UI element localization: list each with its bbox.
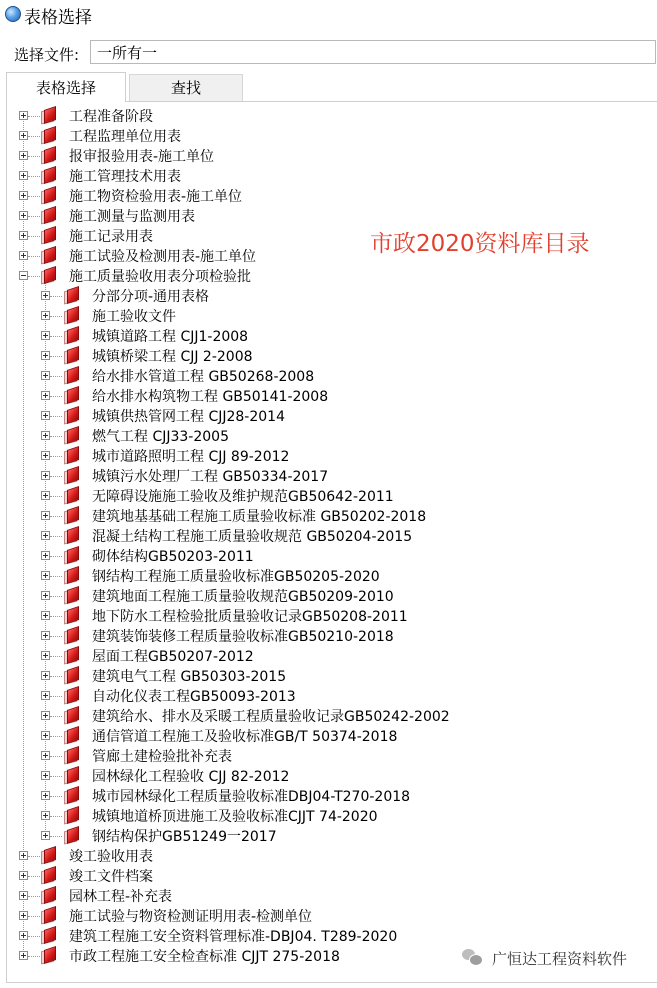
tree-node-label[interactable]: 城镇地道桥顶进施工及验收标准CJJT 74-2020 — [92, 809, 378, 825]
expand-icon[interactable] — [41, 391, 50, 400]
tree-node[interactable] — [7, 647, 647, 667]
tree-node[interactable] — [7, 487, 647, 507]
book-icon — [40, 248, 57, 264]
tree-node[interactable] — [7, 107, 647, 127]
tree-node-label[interactable]: 施工管理技术用表 — [69, 169, 181, 185]
tree-node-label[interactable]: 建筑工程施工安全资料管理标准-DBJ04. T289-2020 — [69, 929, 398, 945]
tree-connector — [50, 716, 62, 717]
tree-connector — [50, 536, 62, 537]
tree-node[interactable] — [7, 287, 647, 307]
overlay-caption: 市政2020资料库目录 — [370, 231, 590, 257]
tree-connector — [50, 456, 62, 457]
tree-node[interactable] — [7, 767, 647, 787]
tree-node-label[interactable]: 园林绿化工程验收 CJJ 82-2012 — [92, 769, 290, 785]
book-icon — [63, 608, 80, 624]
expand-icon[interactable] — [19, 151, 28, 160]
book-icon — [40, 948, 57, 964]
expand-icon[interactable] — [41, 371, 50, 380]
file-select-input[interactable] — [90, 40, 656, 64]
expand-icon[interactable] — [19, 111, 28, 120]
tree-node[interactable] — [7, 387, 647, 407]
expand-icon[interactable] — [41, 671, 50, 680]
book-icon — [63, 368, 80, 384]
tree-node-label[interactable]: 园林工程-补充表 — [69, 889, 173, 905]
tree-node[interactable] — [7, 787, 647, 807]
expand-icon[interactable] — [19, 191, 28, 200]
book-icon — [40, 928, 57, 944]
collapse-icon[interactable] — [19, 271, 28, 280]
tree-node[interactable] — [7, 307, 647, 327]
tree-node[interactable] — [7, 347, 647, 367]
expand-icon[interactable] — [41, 491, 50, 500]
tree-node[interactable] — [7, 907, 647, 927]
book-icon — [63, 348, 80, 364]
book-icon — [63, 788, 80, 804]
tree-connector — [50, 316, 62, 317]
book-icon — [63, 808, 80, 824]
tree-connector — [28, 956, 40, 957]
tree-node-label[interactable]: 市政工程施工安全检查标准 CJJT 275-2018 — [69, 949, 340, 965]
tree-node-label[interactable]: 砌体结构GB50203-2011 — [92, 549, 254, 565]
book-icon — [63, 388, 80, 404]
tree-node[interactable] — [7, 607, 647, 627]
tree-connector — [28, 856, 40, 857]
book-icon — [63, 748, 80, 764]
tree-node-label[interactable]: 分部分项-通用表格 — [92, 289, 210, 305]
tree-node-label[interactable]: 给水排水构筑物工程 GB50141-2008 — [92, 389, 329, 405]
tree-node-label[interactable]: 给水排水管道工程 GB50268-2008 — [92, 369, 315, 385]
expand-icon[interactable] — [19, 131, 28, 140]
tree-node[interactable] — [7, 147, 647, 167]
tree-node-label[interactable]: 钢结构工程施工质量验收标准GB50205-2020 — [92, 569, 380, 585]
book-icon — [63, 648, 80, 664]
expand-icon[interactable] — [41, 531, 50, 540]
tree-node[interactable] — [7, 687, 647, 707]
expand-icon[interactable] — [19, 911, 28, 920]
tree-node[interactable] — [7, 867, 647, 887]
tab-search[interactable]: 查找 — [129, 74, 243, 101]
book-icon — [40, 228, 57, 244]
tree-connector — [50, 336, 62, 337]
expand-icon[interactable] — [41, 291, 50, 300]
tree-node[interactable] — [7, 927, 647, 947]
tree-connector — [50, 736, 62, 737]
book-icon — [40, 908, 57, 924]
tree-connector — [50, 696, 62, 697]
expand-icon[interactable] — [41, 731, 50, 740]
tree-connector — [50, 616, 62, 617]
tree-node-label[interactable]: 燃气工程 CJJ33-2005 — [92, 429, 229, 445]
book-icon — [63, 708, 80, 724]
tree-node-label[interactable]: 施工记录用表 — [69, 229, 153, 245]
expand-icon[interactable] — [19, 231, 28, 240]
book-icon — [63, 288, 80, 304]
expand-icon[interactable] — [41, 711, 50, 720]
tree-node-label[interactable]: 建筑给水、排水及采暖工程质量验收记录GB50242-2002 — [92, 709, 450, 725]
tree-node[interactable] — [7, 207, 647, 227]
tree-node[interactable] — [7, 827, 647, 847]
expand-icon[interactable] — [19, 931, 28, 940]
book-icon — [63, 588, 80, 604]
book-icon — [63, 428, 80, 444]
expand-icon[interactable] — [19, 871, 28, 880]
tree-connector — [28, 896, 40, 897]
expand-icon[interactable] — [41, 651, 50, 660]
tree-node-label[interactable]: 施工试验与物资检测证明用表-检测单位 — [69, 909, 313, 925]
tree-node-label[interactable]: 城市园林绿化工程质量验收标准DBJ04-T270-2018 — [92, 789, 411, 805]
expand-icon[interactable] — [41, 751, 50, 760]
tree-node[interactable] — [7, 747, 647, 767]
tree-node-label[interactable]: 无障碍设施施工验收及维护规范GB50642-2011 — [92, 489, 394, 505]
tree-node-label[interactable]: 施工质量验收用表分项检验批 — [69, 269, 251, 285]
expand-icon[interactable] — [41, 691, 50, 700]
tree-node-label[interactable]: 报审报验用表-施工单位 — [69, 149, 215, 165]
tree-node[interactable] — [7, 527, 647, 547]
tree-node[interactable] — [7, 427, 647, 447]
book-icon — [63, 568, 80, 584]
tree-connector — [50, 516, 62, 517]
tree-connector — [28, 876, 40, 877]
book-icon — [63, 408, 80, 424]
expand-icon[interactable] — [41, 771, 50, 780]
wechat-icon — [462, 949, 482, 965]
book-icon — [40, 108, 57, 124]
book-icon — [40, 188, 57, 204]
tree-node[interactable] — [7, 407, 647, 427]
tree-node[interactable] — [7, 187, 647, 207]
tree-node-label[interactable]: 屋面工程GB50207-2012 — [92, 649, 254, 665]
tree-connector — [50, 376, 62, 377]
tree-connector — [28, 236, 40, 237]
tab-table-select[interactable]: 表格选择 — [6, 72, 126, 102]
book-icon — [63, 668, 80, 684]
book-icon — [63, 828, 80, 844]
tree-connector — [28, 216, 40, 217]
expand-icon[interactable] — [41, 351, 50, 360]
tree-connector — [50, 576, 62, 577]
tree-node[interactable] — [7, 727, 647, 747]
book-icon — [63, 508, 80, 524]
book-icon — [40, 848, 57, 864]
book-icon — [63, 768, 80, 784]
tree-node-label[interactable]: 竣工验收用表 — [69, 849, 153, 865]
tab-bar — [6, 72, 657, 102]
watermark-text: 广恒达工程资料软件 — [492, 950, 628, 968]
tree-node-label[interactable]: 城镇桥梁工程 CJJ 2-2008 — [92, 349, 253, 365]
expand-icon[interactable] — [41, 311, 50, 320]
expand-icon[interactable] — [41, 511, 50, 520]
tree-connector — [28, 276, 40, 277]
tree-connector — [28, 136, 40, 137]
tree-node[interactable] — [7, 267, 647, 287]
expand-icon[interactable] — [19, 891, 28, 900]
tree-node[interactable] — [7, 327, 647, 347]
tree-connector — [50, 636, 62, 637]
book-icon — [63, 308, 80, 324]
app-icon — [5, 6, 21, 22]
book-icon — [40, 148, 57, 164]
expand-icon[interactable] — [19, 951, 28, 960]
tree-node[interactable] — [7, 567, 647, 587]
tree-node-label[interactable]: 管廊土建检验批补充表 — [92, 749, 232, 765]
tree-node[interactable] — [7, 127, 647, 147]
expand-icon[interactable] — [41, 431, 50, 440]
book-icon — [63, 548, 80, 564]
expand-icon[interactable] — [41, 611, 50, 620]
book-icon — [63, 488, 80, 504]
tree-connector — [50, 416, 62, 417]
tree-node-label[interactable]: 建筑装饰装修工程质量验收标准GB50210-2018 — [92, 629, 394, 645]
book-icon — [40, 168, 57, 184]
book-icon — [40, 208, 57, 224]
tree-node[interactable] — [7, 507, 647, 527]
book-icon — [63, 468, 80, 484]
expand-icon[interactable] — [41, 551, 50, 560]
expand-icon[interactable] — [19, 851, 28, 860]
tree-connector — [50, 776, 62, 777]
tree-connector — [50, 396, 62, 397]
tree-node-label[interactable]: 建筑电气工程 GB50303-2015 — [92, 669, 287, 685]
tree-node-label[interactable]: 混凝土结构工程施工质量验收规范 GB50204-2015 — [92, 529, 413, 545]
tree-node-label[interactable]: 工程准备阶段 — [69, 109, 153, 125]
expand-icon[interactable] — [41, 831, 50, 840]
tree-node-label[interactable]: 地下防水工程检验批质量验收记录GB50208-2011 — [92, 609, 408, 625]
tree-connector — [50, 756, 62, 757]
tree-node-label[interactable]: 工程监理单位用表 — [69, 129, 181, 145]
book-icon — [40, 268, 57, 284]
book-icon — [63, 688, 80, 704]
title-bar — [0, 0, 657, 32]
expand-icon[interactable] — [41, 411, 50, 420]
tree-node[interactable] — [7, 367, 647, 387]
tree-node[interactable] — [7, 167, 647, 187]
tree-connector — [50, 296, 62, 297]
tree-connector — [50, 816, 62, 817]
tree-connector — [28, 196, 40, 197]
tree-node-label[interactable]: 钢结构保护GB51249一2017 — [92, 829, 277, 845]
tree-node-label[interactable]: 通信管道工程施工及验收标准GB/T 50374-2018 — [92, 729, 398, 745]
tree-connector — [50, 796, 62, 797]
tree-node-label[interactable]: 自动化仪表工程GB50093-2013 — [92, 689, 296, 705]
expand-icon[interactable] — [41, 631, 50, 640]
tree-node-label[interactable]: 城镇污水处理厂工程 GB50334-2017 — [92, 469, 329, 485]
book-icon — [63, 448, 80, 464]
book-icon — [63, 328, 80, 344]
tree-connector — [28, 176, 40, 177]
expand-icon[interactable] — [41, 591, 50, 600]
tree-connector — [50, 356, 62, 357]
tree-node-label[interactable]: 建筑地面工程施工质量验收规范GB50209-2010 — [92, 589, 394, 605]
tree-connector — [50, 596, 62, 597]
tree-connector — [50, 436, 62, 437]
tree-node-label[interactable]: 施工测量与监测用表 — [69, 209, 195, 225]
book-icon — [40, 888, 57, 904]
tree-connector — [50, 676, 62, 677]
tree-node-label[interactable]: 城镇道路工程 CJJ1-2008 — [92, 329, 249, 345]
tree-node[interactable] — [7, 447, 647, 467]
tree-node-label[interactable]: 施工试验及检测用表-施工单位 — [69, 249, 257, 265]
book-icon — [40, 128, 57, 144]
tree-node-label[interactable]: 施工验收文件 — [92, 309, 176, 325]
tree-connector — [50, 496, 62, 497]
tree-connector — [28, 116, 40, 117]
expand-icon[interactable] — [19, 171, 28, 180]
tree-connector — [50, 656, 62, 657]
tree-node[interactable] — [7, 887, 647, 907]
book-icon — [63, 528, 80, 544]
book-icon — [63, 628, 80, 644]
book-icon — [40, 868, 57, 884]
tree-node[interactable] — [7, 467, 647, 487]
expand-icon[interactable] — [41, 471, 50, 480]
expand-icon[interactable] — [41, 791, 50, 800]
tree-node[interactable] — [7, 847, 647, 867]
expand-icon[interactable] — [19, 251, 28, 260]
tree-node[interactable] — [7, 667, 647, 687]
tree-node-label[interactable]: 建筑地基基础工程施工质量验收标准 GB50202-2018 — [92, 509, 427, 525]
tree-node-label[interactable]: 施工物资检验用表-施工单位 — [69, 189, 243, 205]
tree-node[interactable] — [7, 807, 647, 827]
expand-icon[interactable] — [41, 331, 50, 340]
expand-icon[interactable] — [19, 211, 28, 220]
tree-connector — [28, 916, 40, 917]
expand-icon[interactable] — [41, 811, 50, 820]
expand-icon[interactable] — [41, 571, 50, 580]
tree-node[interactable] — [7, 707, 647, 727]
tree-connector — [28, 156, 40, 157]
tree-node-label[interactable]: 竣工文件档案 — [69, 869, 153, 885]
tree-connector — [28, 936, 40, 937]
tree-node[interactable] — [7, 627, 647, 647]
book-icon — [63, 728, 80, 744]
tree-connector — [50, 836, 62, 837]
tree-node-label[interactable]: 城市道路照明工程 CJJ 89-2012 — [92, 449, 290, 465]
tree-node[interactable] — [7, 587, 647, 607]
tree-connector — [28, 256, 40, 257]
tree-connector — [50, 556, 62, 557]
tree-node-label[interactable]: 城镇供热管网工程 CJJ28-2014 — [92, 409, 285, 425]
tree-node[interactable] — [7, 547, 647, 567]
expand-icon[interactable] — [41, 451, 50, 460]
window-title: 表格选择 — [24, 8, 92, 28]
file-label: 选择文件: — [14, 46, 80, 64]
tree-connector — [50, 476, 62, 477]
